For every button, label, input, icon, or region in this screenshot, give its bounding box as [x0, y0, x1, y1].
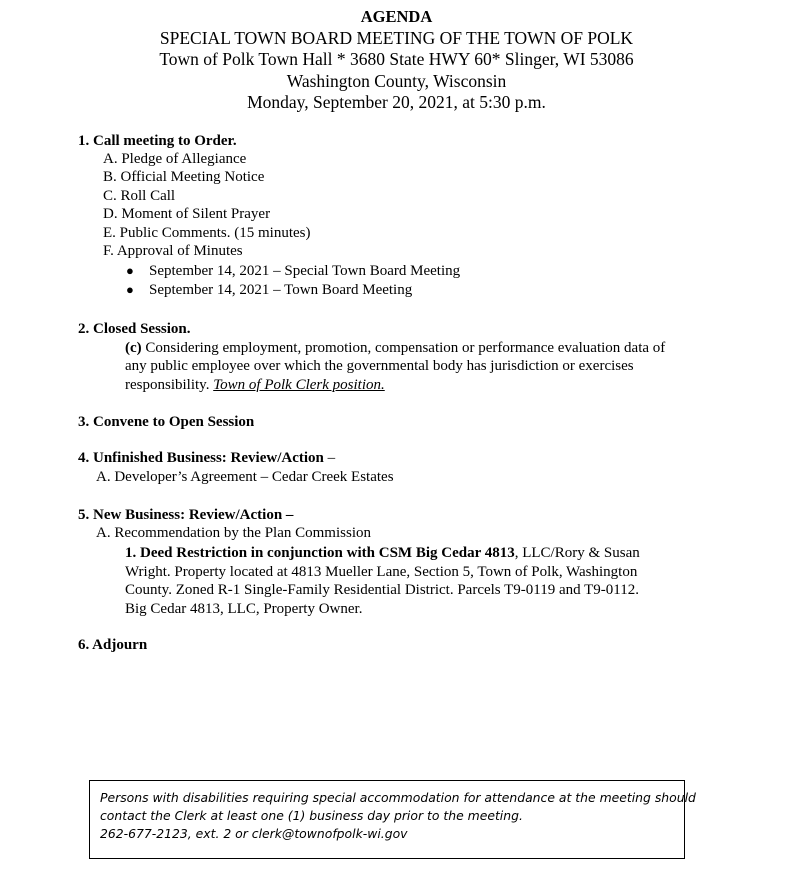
deed-restriction-line-3: County. Zoned R-1 Single-Family Residential District. Parcels T9-0119 and T9-0112. — [125, 582, 639, 598]
section-4-dash: – — [323, 450, 336, 466]
clerk-position-text: Town of Polk Clerk position. — [213, 377, 385, 393]
closed-session-line-1 — [125, 339, 665, 357]
section-6-heading: 6. Adjourn — [78, 637, 148, 653]
section-5-heading: 5. New Business: Review/Action – — [78, 507, 294, 523]
section-3-heading: 3. Convene to Open Session — [78, 414, 255, 430]
closed-session-text: Considering employment, promotion, compensation or performance evaluation data of — [141, 340, 666, 356]
agenda-item: F. Approval of Minutes — [103, 243, 243, 259]
notice-contact: 262-677-2123, ext. 2 or clerk@townofpolk-wi.gov — [100, 826, 408, 841]
bullet-icon: ● — [126, 263, 134, 278]
meeting-datetime: Monday, September 20, 2021, at 5:30 p.m. — [247, 92, 546, 112]
agenda-item: A. Recommendation by the Plan Commission — [96, 525, 371, 541]
agenda-item: B. Official Meeting Notice — [103, 169, 265, 185]
deed-restriction-line-2: Wright. Property located at 4813 Mueller Lane, Section 5, Town of Polk, Washington — [125, 564, 638, 580]
agenda-header — [0, 6, 793, 114]
agenda-item: E. Public Comments. (15 minutes) — [103, 225, 311, 241]
minutes-item: September 14, 2021 – Town Board Meeting — [149, 282, 413, 298]
bullet-icon: ● — [126, 282, 134, 297]
statute-label: (c) — [125, 340, 142, 356]
deed-restriction-line-1 — [125, 544, 640, 562]
closed-session-text: responsibility. — [125, 377, 214, 393]
meeting-name: SPECIAL TOWN BOARD MEETING OF THE TOWN OF POLK — [159, 27, 634, 48]
section-4-heading-line — [78, 449, 335, 467]
agenda-item: A. Developer’s Agreement – Cedar Creek Estates — [96, 469, 394, 485]
section-2-heading: 2. Closed Session. — [78, 321, 191, 337]
notice-line-1: Persons with disabilities requiring special accommodation for attendance at the meeting should — [100, 790, 696, 805]
meeting-location: Town of Polk Town Hall * 3680 State HWY 60* Slinger, WI 53086 — [159, 49, 634, 69]
notice-line-2: contact the Clerk at least one (1) business day prior to the meeting. — [100, 808, 523, 823]
minutes-item: September 14, 2021 – Special Town Board Meeting — [149, 263, 461, 279]
accessibility-notice — [89, 780, 696, 859]
closed-session-line-3 — [125, 376, 385, 394]
deed-restriction-line-4: Big Cedar 4813, LLC, Property Owner. — [125, 601, 363, 617]
agenda-item: C. Roll Call — [103, 188, 176, 204]
agenda-item: D. Moment of Silent Prayer — [103, 206, 271, 222]
agenda-title: AGENDA — [360, 7, 433, 26]
deed-restriction-text: , LLC/Rory & Susan — [514, 545, 640, 561]
agenda-item: A. Pledge of Allegiance — [103, 151, 247, 167]
closed-session-line-2: any public employee over which the governmental body has jurisdiction or exercises — [125, 358, 634, 374]
section-4-heading: 4. Unfinished Business: Review/Action — [78, 450, 324, 466]
deed-restriction-title: 1. Deed Restriction in conjunction with CSM Big Cedar 4813 — [125, 545, 515, 561]
section-1-heading: 1. Call meeting to Order. — [78, 133, 237, 149]
meeting-county: Washington County, Wisconsin — [286, 70, 507, 91]
